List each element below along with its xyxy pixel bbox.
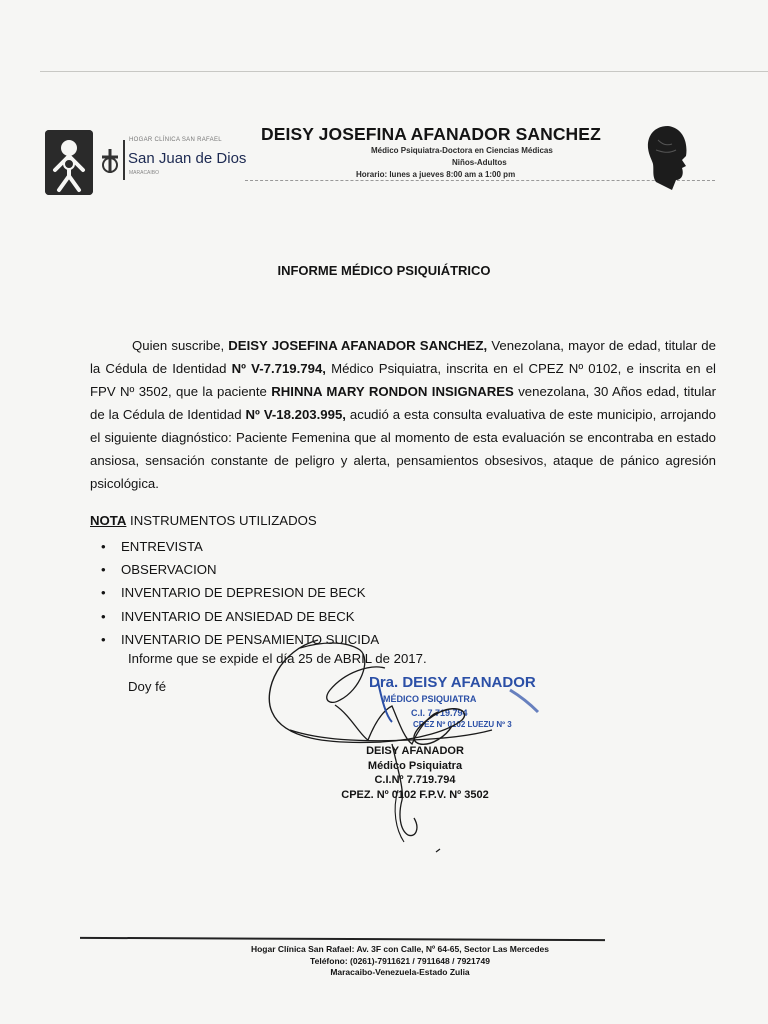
institution-name: San Juan de Dios xyxy=(128,150,247,167)
patient-name: RHINNA MARY RONDON INSIGNARES xyxy=(271,384,514,399)
footer-city: Maracaibo-Venezuela-Estado Zulia xyxy=(330,967,470,977)
stamp-line-3: C.I. 7.719.794 xyxy=(411,708,468,718)
list-item: • INVENTARIO DE DEPRESION DE BECK xyxy=(95,581,379,604)
footer-rule xyxy=(80,937,605,941)
signer-registry: CPEZ. Nº 0102 F.P.V. Nº 3502 xyxy=(341,788,489,801)
footer-phone: Teléfono: (0261)-7911621 / 7911648 / 7921749 xyxy=(310,955,490,966)
list-item: • ENTREVISTA xyxy=(95,535,379,558)
body-text-5: acudió a esta consulta evaluativa de este municipio, arrojando el siguiente diagnóstico: Paciente Femenina que al momento de esta evaluación se encontraba en estado ansiosa, sensación constante de peligro y alerta, pensamientos obsesivos, ataque de pánico agresión psicológica. xyxy=(90,407,716,491)
doctor-population: Niños-Adultos xyxy=(452,158,507,167)
footer-address: Hogar Clínica San Rafael: Av. 3F con Calle, Nº 64-65, Sector Las Mercedes xyxy=(250,944,550,954)
stamp-line-1: Dra. DEISY AFANADOR xyxy=(369,674,536,691)
instruments-list xyxy=(95,535,379,651)
signature-block xyxy=(300,744,530,802)
footer xyxy=(150,944,650,979)
doctor-name-header: DEISY JOSEFINA AFANADOR SANCHEZ xyxy=(261,124,601,144)
report-body xyxy=(90,334,716,495)
institution-caption: HOGAR CLÍNICA SAN RAFAEL xyxy=(129,137,222,143)
signer-id: C.I.Nº 7.719.794 xyxy=(374,774,456,786)
head-profile-icon xyxy=(644,124,690,197)
nota-text: INSTRUMENTOS UTILIZADOS xyxy=(126,513,317,528)
list-item: • INVENTARIO DE ANSIEDAD DE BECK xyxy=(95,605,379,628)
logo-divider xyxy=(123,140,125,180)
scan-edge-line xyxy=(40,71,768,72)
doctor-name-body: DEISY JOSEFINA AFANADOR SANCHEZ, xyxy=(228,338,488,353)
doctor-specialty: Médico Psiquiatra-Doctora en Ciencias Médicas xyxy=(371,146,553,155)
patient-id: Nº V-18.203.995, xyxy=(245,407,346,422)
hospital-logo-icon xyxy=(45,130,93,195)
signer-name: DEISY AFANADOR xyxy=(366,745,464,757)
document-title: INFORME MÉDICO PSIQUIÁTRICO xyxy=(277,263,491,278)
list-item: • OBSERVACION xyxy=(95,558,379,581)
body-text-4: venezolana, 30 Años edad, titular de la Cédula de Identidad xyxy=(90,384,716,422)
doctor-schedule: Horario: lunes a jueves 8:00 am a 1:00 pm xyxy=(356,170,516,179)
issue-date: Informe que se expide el día 25 de ABRIL de 2017. xyxy=(128,651,427,666)
cross-emblem-icon xyxy=(99,147,121,182)
stamp-line-2: MÉDICO PSIQUIATRA xyxy=(383,694,477,704)
body-text-3: Médico Psiquiatra, inscrita en el CPEZ Nº 0102, e inscrita en el FPV Nº 3502, que la paciente xyxy=(90,361,716,399)
instruments-heading xyxy=(90,513,317,528)
signer-title: Médico Psiquiatra xyxy=(367,759,463,772)
doctor-id: Nº V-7.719.794, xyxy=(231,361,326,376)
closing-text: Doy fé xyxy=(128,679,167,694)
stamp-line-4: CPEZ Nº 0102 LUEZU Nº 3 xyxy=(413,720,512,729)
list-item: • INVENTARIO DE PENSAMIENTO SUICIDA xyxy=(95,628,379,651)
body-text-1: Quien suscribe, xyxy=(132,338,229,353)
institution-city: MARACAIBO xyxy=(129,170,160,176)
nota-label: NOTA xyxy=(90,513,127,528)
body-text-2: Venezolana, mayor de edad, titular de la Cédula de Identidad xyxy=(90,338,716,376)
